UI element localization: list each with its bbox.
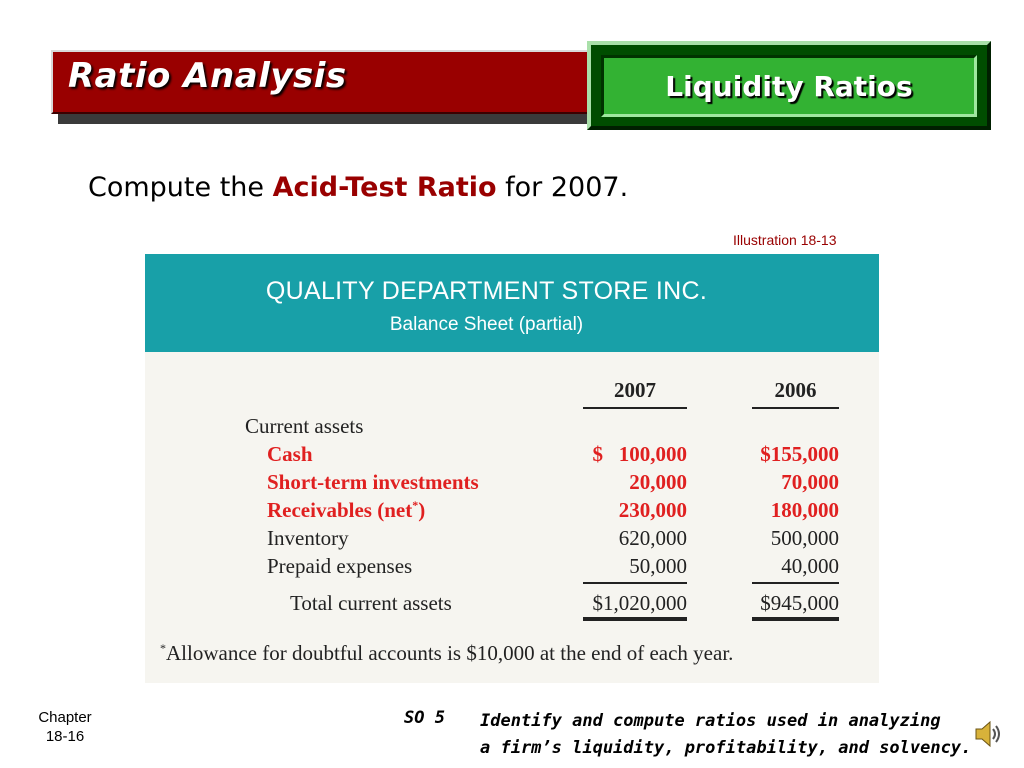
footnote (160, 641, 733, 666)
prompt-highlight: Acid-Test Ratio (272, 172, 497, 203)
row-label-short-term-investments: Short-term investments (267, 470, 479, 494)
receivables-footnote-mark: * (412, 498, 419, 512)
short-term-investments-2006: 70,000 (781, 470, 839, 494)
study-objective-label: SO 5 (404, 708, 445, 728)
year-header-2006: 2006 (752, 378, 839, 409)
sheet-subtitle: Balance Sheet (partial) (389, 314, 584, 335)
row-label-total-current-assets: Total current assets (290, 591, 452, 615)
total-double-rule-2006 (752, 617, 839, 621)
receivables-label-close: ) (418, 498, 426, 522)
cash-2007: $ 100,000 (592, 442, 687, 466)
subtotal-rule-2006 (752, 582, 839, 584)
subtotal-rule-2007 (583, 582, 687, 584)
row-label-receivables (267, 498, 425, 523)
prepaid-expenses-2007: 50,000 (629, 554, 687, 578)
footnote-mark: * (160, 641, 166, 655)
row-label-cash: Cash (267, 442, 313, 466)
receivables-2007: 230,000 (618, 498, 687, 522)
inventory-2006: 500,000 (770, 526, 839, 550)
objective-line-1: Identify and compute ratios used in analyzing (480, 711, 941, 731)
speaker-icon[interactable] (972, 718, 1002, 750)
prompt-text (88, 172, 628, 203)
footnote-text: Allowance for doubtful accounts is $10,000 at the end of each year. (166, 641, 734, 665)
short-term-investments-2007: 20,000 (629, 470, 687, 494)
chapter-word: Chapter (38, 709, 92, 726)
prompt-after: for 2007. (496, 172, 629, 203)
total-current-assets-2007: $1,020,000 (592, 591, 687, 615)
prompt-before: Compute the (88, 172, 273, 203)
section-label: Current assets (245, 414, 364, 438)
study-objective-text (480, 708, 971, 762)
chapter-number: 18-16 (45, 728, 85, 745)
prepaid-expenses-2006: 40,000 (781, 554, 839, 578)
inventory-2007: 620,000 (618, 526, 687, 550)
total-double-rule-2007 (583, 617, 687, 621)
receivables-label: Receivables (net (267, 498, 413, 522)
cash-2006: $155,000 (760, 442, 839, 466)
objective-line-2: a firm’s liquidity, profitability, and solvency. (480, 738, 972, 758)
receivables-2006: 180,000 (770, 498, 839, 522)
section-button-label[interactable]: Liquidity Ratios (665, 69, 913, 103)
chapter-label (30, 708, 100, 746)
slide-title: Ratio Analysis (68, 56, 347, 96)
company-name: QUALITY DEPARTMENT STORE INC. (265, 277, 708, 305)
year-header-2007: 2007 (583, 378, 687, 409)
total-current-assets-2006: $945,000 (760, 591, 839, 615)
row-label-inventory: Inventory (267, 526, 349, 550)
row-label-prepaid-expenses: Prepaid expenses (267, 554, 413, 578)
illustration-label: Illustration 18-13 (733, 232, 837, 248)
